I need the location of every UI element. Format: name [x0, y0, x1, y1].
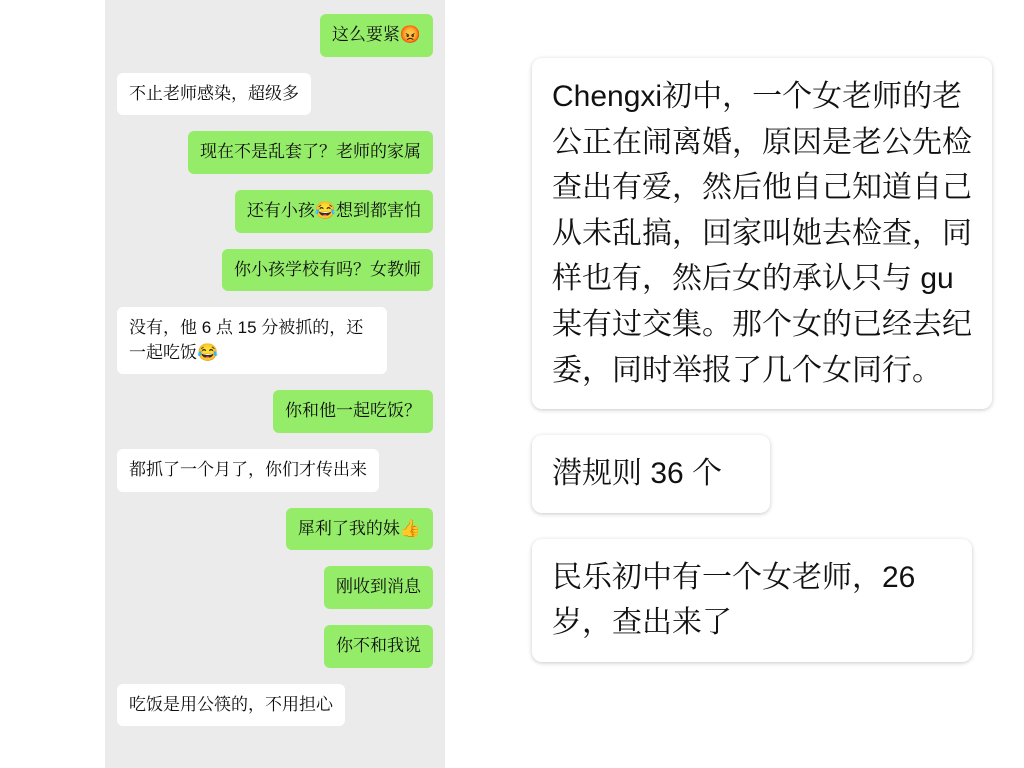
chat-bubble-incoming[interactable]: 都抓了一个月了，你们才传出来 [117, 449, 379, 492]
message-row [117, 684, 433, 727]
chat-bubble-outgoing[interactable]: 还有小孩😂想到都害怕 [235, 190, 433, 233]
forwarded-bubble[interactable]: Chengxi初中，一个女老师的老公正在闹离婚，原因是老公先检查出有爱，然后他自己知道自己从未乱搞，回家叫她去检查，同样也有，然后女的承认只与 gu 某有过交集。那个女的已经去纪委，同时举报了几个女同行。 [532, 58, 992, 409]
message-row [117, 449, 433, 492]
forwarded-bubble[interactable]: 民乐初中有一个女老师，26岁，查出来了 [532, 539, 972, 662]
chat-bubble-outgoing[interactable]: 现在不是乱套了？老师的家属 [188, 131, 433, 174]
chat-bubble-outgoing[interactable]: 犀利了我的妹👍 [286, 508, 433, 551]
chat-bubble-incoming[interactable]: 没有，他 6 点 15 分被抓的，还一起吃饭😂 [117, 307, 387, 374]
forwarded-messages-panel[interactable] [520, 0, 1024, 768]
message-row [117, 307, 433, 374]
chat-bubble-outgoing[interactable]: 你和他一起吃饭？ [273, 390, 433, 433]
chat-bubble-outgoing[interactable]: 这么要紧😡 [320, 14, 433, 57]
message-row [117, 14, 433, 57]
message-row [117, 390, 433, 433]
message-row [117, 190, 433, 233]
chat-bubble-incoming[interactable]: 吃饭是用公筷的，不用担心 [117, 684, 345, 727]
message-row [117, 566, 433, 609]
chat-bubble-outgoing[interactable]: 你不和我说 [324, 625, 433, 668]
chat-bubble-incoming[interactable]: 不止老师感染，超级多 [117, 73, 311, 116]
message-row [117, 508, 433, 551]
left-margin-strip [0, 0, 105, 768]
message-row [117, 131, 433, 174]
message-row [117, 73, 433, 116]
chat-bubble-outgoing[interactable]: 你小孩学校有吗？女教师 [222, 249, 433, 292]
forwarded-bubble[interactable]: 潜规则 36 个 [532, 435, 770, 513]
chat-conversation-panel[interactable] [105, 0, 445, 768]
chat-bubble-outgoing[interactable]: 刚收到消息 [324, 566, 433, 609]
message-row [117, 249, 433, 292]
message-row [117, 625, 433, 668]
